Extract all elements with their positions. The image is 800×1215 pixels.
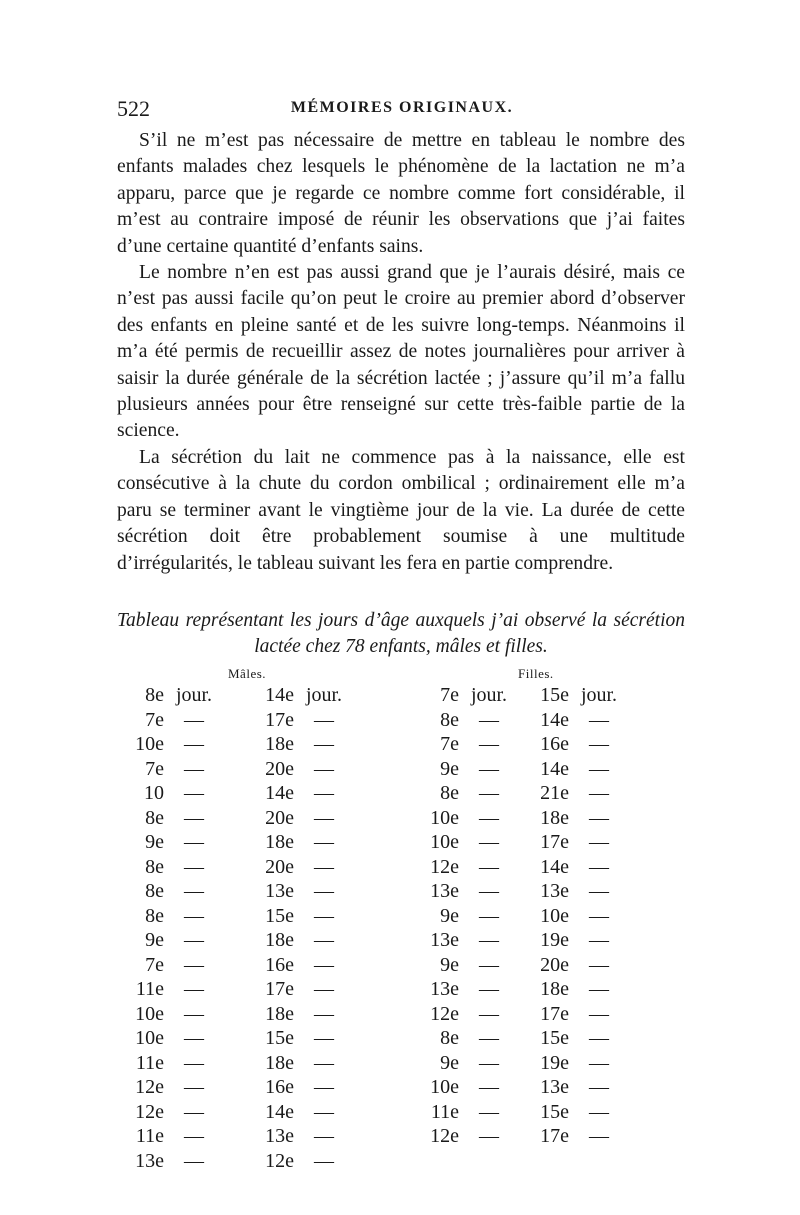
female-column-1-cell xyxy=(415,733,511,756)
day-unit: — xyxy=(184,1027,204,1049)
day-value: 18e xyxy=(265,1002,294,1025)
table-row xyxy=(0,1027,800,1052)
day-value: 19e xyxy=(540,929,569,951)
day-unit: — xyxy=(314,953,334,976)
female-column-2-cell xyxy=(525,978,621,1001)
female-column-2-cell xyxy=(525,1076,621,1099)
day-value: 10e xyxy=(135,1002,164,1025)
table-row xyxy=(0,856,800,881)
day-unit: — xyxy=(589,782,609,804)
day-value: 17e xyxy=(265,978,294,1000)
table-row xyxy=(0,807,800,832)
day-unit: — xyxy=(479,806,499,829)
day-unit: — xyxy=(314,880,334,902)
day-value: 14e xyxy=(265,1100,294,1123)
day-value: 17e xyxy=(540,831,569,853)
female-column-2-cell xyxy=(525,807,621,830)
day-value: 16e xyxy=(540,733,569,755)
male-column-1-cell xyxy=(120,807,216,830)
day-value: 12e xyxy=(430,1002,459,1025)
female-column-2-cell xyxy=(525,954,621,977)
male-column-1-cell xyxy=(120,905,216,928)
male-column-1-cell xyxy=(120,758,216,781)
day-value: 9e xyxy=(440,757,459,780)
day-unit: — xyxy=(479,1100,499,1123)
female-column-2-cell xyxy=(525,1125,621,1148)
day-unit: — xyxy=(479,880,499,902)
day-unit: jour. xyxy=(580,684,618,706)
day-unit: jour. xyxy=(305,684,343,706)
day-value: 9e xyxy=(440,904,459,927)
day-unit: — xyxy=(314,929,334,951)
day-value: 17e xyxy=(265,708,294,731)
day-value: 18e xyxy=(540,978,569,1000)
day-value: 8e xyxy=(145,855,164,878)
page-header xyxy=(117,96,687,124)
day-value: 13e xyxy=(540,880,569,902)
day-value: 10e xyxy=(430,806,459,829)
female-column-2-cell xyxy=(525,709,621,732)
day-value: 18e xyxy=(540,806,569,829)
day-value: 8e xyxy=(145,806,164,829)
table-row xyxy=(0,758,800,783)
day-unit: jour. xyxy=(470,684,508,706)
male-column-2-cell xyxy=(250,1101,346,1124)
day-value: 12e xyxy=(430,1125,459,1147)
male-column-2-cell xyxy=(250,1003,346,1026)
day-unit: — xyxy=(314,733,334,755)
day-unit: — xyxy=(589,978,609,1000)
day-value: 10e xyxy=(540,904,569,927)
day-unit: — xyxy=(314,1100,334,1123)
day-unit: — xyxy=(589,708,609,731)
paragraph: S’il ne m’est pas nécessaire de mettre en tableau le nombre des enfants malades chez lesquels le phénomène de la lactation ne m’a apparu, parce que je regarde ce nombre comme fort considérable, il m’est au contraire imposé de réunir les observations que j’ai faites d’une certaine quantité d’enfants sains. xyxy=(117,130,685,257)
paragraph: Le nombre n’en est pas aussi grand que je l’aurais désiré, mais ce n’est pas aussi facile qu’on peut le croire au premier abord d’observer des enfants en pleine santé et de les suivre long-temps. Néanmoins il m’a été permis de recueillir assez de notes journalières pour arriver à saisir la durée générale de la sécrétion lactée ; j’assure qu’il m’a fallu plusieurs années pour être renseigné sur cette très-faible partie de la science. xyxy=(117,262,685,442)
female-column-2-cell xyxy=(525,880,621,903)
day-unit: — xyxy=(479,1002,499,1025)
day-unit: — xyxy=(184,1002,204,1025)
day-value: 13e xyxy=(430,978,459,1000)
day-unit: — xyxy=(184,1100,204,1123)
day-unit: — xyxy=(184,1051,204,1074)
female-column-2-cell xyxy=(525,758,621,781)
body-text xyxy=(117,128,685,577)
day-value: 7e xyxy=(440,684,459,706)
day-value: 9e xyxy=(440,1051,459,1074)
female-column-1-cell xyxy=(415,684,511,707)
day-unit: — xyxy=(589,1076,609,1098)
female-column-2-cell xyxy=(525,1101,621,1124)
day-value: 19e xyxy=(540,1051,569,1074)
day-value: 12e xyxy=(430,855,459,878)
male-column-1-cell xyxy=(120,1027,216,1050)
day-value: 16e xyxy=(265,953,294,976)
day-unit: — xyxy=(184,733,204,755)
day-value: 13e xyxy=(430,929,459,951)
day-value: 7e xyxy=(440,733,459,755)
day-unit: — xyxy=(314,1027,334,1049)
day-value: 10 xyxy=(144,782,164,804)
males-column-header: Mâles. xyxy=(228,666,267,681)
female-column-2-cell xyxy=(525,733,621,756)
table-row xyxy=(0,782,800,807)
female-column-2-cell xyxy=(525,929,621,952)
day-value: 15e xyxy=(265,1027,294,1049)
day-unit: — xyxy=(589,1051,609,1074)
male-column-1-cell xyxy=(120,1125,216,1148)
male-column-1-cell xyxy=(120,831,216,854)
females-column-header: Filles. xyxy=(518,666,554,681)
day-unit: — xyxy=(589,1002,609,1025)
day-value: 9e xyxy=(145,929,164,951)
day-unit: — xyxy=(479,733,499,755)
female-column-1-cell xyxy=(415,1101,511,1124)
day-value: 14e xyxy=(265,782,294,804)
female-column-2-cell xyxy=(525,684,621,707)
table-row xyxy=(0,1003,800,1028)
day-unit: — xyxy=(184,708,204,731)
day-value: 7e xyxy=(145,708,164,731)
male-column-1-cell xyxy=(120,684,216,707)
day-unit: — xyxy=(589,929,609,951)
day-value: 14e xyxy=(540,708,569,731)
day-unit: — xyxy=(184,978,204,1000)
day-unit: — xyxy=(589,806,609,829)
day-value: 7e xyxy=(145,953,164,976)
day-unit: — xyxy=(314,831,334,853)
day-unit: — xyxy=(184,806,204,829)
day-value: 14e xyxy=(265,684,294,706)
table-row xyxy=(0,929,800,954)
day-value: 15e xyxy=(540,1027,569,1049)
day-value: 11e xyxy=(135,1125,164,1147)
day-value: 15e xyxy=(265,904,294,927)
page-number: 522 xyxy=(117,96,150,121)
day-value: 7e xyxy=(145,757,164,780)
day-value: 21e xyxy=(540,782,569,804)
day-unit: — xyxy=(589,733,609,755)
day-value: 16e xyxy=(265,1076,294,1098)
day-value: 15e xyxy=(540,684,569,706)
female-column-1-cell xyxy=(415,1076,511,1099)
male-column-1-cell xyxy=(120,733,216,756)
day-value: 12e xyxy=(265,1149,294,1172)
male-column-2-cell xyxy=(250,758,346,781)
female-column-2-cell xyxy=(525,905,621,928)
day-unit: — xyxy=(589,880,609,902)
day-unit: — xyxy=(479,1125,499,1147)
female-column-1-cell xyxy=(415,856,511,879)
day-unit: — xyxy=(479,855,499,878)
day-value: 15e xyxy=(540,1100,569,1123)
day-unit: — xyxy=(314,904,334,927)
male-column-2-cell xyxy=(250,1076,346,1099)
day-value: 10e xyxy=(135,733,164,755)
day-unit: — xyxy=(314,1002,334,1025)
day-unit: — xyxy=(589,855,609,878)
male-column-2-cell xyxy=(250,978,346,1001)
male-column-2-cell xyxy=(250,733,346,756)
female-column-1-cell xyxy=(415,807,511,830)
day-value: 11e xyxy=(135,1051,164,1074)
day-unit: — xyxy=(184,904,204,927)
female-column-1-cell xyxy=(415,782,511,805)
male-column-1-cell xyxy=(120,856,216,879)
male-column-2-cell xyxy=(250,1027,346,1050)
day-value: 13e xyxy=(265,880,294,902)
table-row xyxy=(0,1125,800,1150)
day-value: 18e xyxy=(265,929,294,951)
table-row xyxy=(0,905,800,930)
day-value: 18e xyxy=(265,1051,294,1074)
male-column-1-cell xyxy=(120,1052,216,1075)
day-unit: — xyxy=(589,831,609,853)
day-unit: — xyxy=(479,782,499,804)
day-unit: — xyxy=(479,1027,499,1049)
day-unit: — xyxy=(479,978,499,1000)
day-unit: — xyxy=(314,978,334,1000)
male-column-1-cell xyxy=(120,954,216,977)
male-column-1-cell xyxy=(120,880,216,903)
day-value: 18e xyxy=(265,831,294,853)
day-unit: — xyxy=(479,708,499,731)
table-caption: Tableau représentant les jours d’âge auxquels j’ai observé la sécrétion lactée chez 78 enfants, mâles et filles. xyxy=(117,610,685,657)
male-column-1-cell xyxy=(120,978,216,1001)
day-value: 10e xyxy=(430,1076,459,1098)
days-table xyxy=(0,684,800,1174)
male-column-1-cell xyxy=(120,1076,216,1099)
day-unit: — xyxy=(589,953,609,976)
day-unit: — xyxy=(479,757,499,780)
day-unit: — xyxy=(314,1149,334,1172)
day-unit: — xyxy=(479,929,499,951)
paragraph: La sécrétion du lait ne commence pas à la naissance, elle est consécutive à la chute du cordon ombilical ; ordinairement elle m’a paru se terminer avant le vingtième jour de la vie. La durée de cette sécrétion doit être probablement soumise à une multitude d’irrégularités, le tableau suivant les fera en partie comprendre. xyxy=(117,446,685,574)
day-unit: — xyxy=(589,1125,609,1147)
female-column-1-cell xyxy=(415,1052,511,1075)
day-value: 9e xyxy=(145,831,164,853)
female-column-1-cell xyxy=(415,758,511,781)
table-row xyxy=(0,1150,800,1175)
male-column-2-cell xyxy=(250,880,346,903)
day-value: 12e xyxy=(135,1100,164,1123)
table-row xyxy=(0,684,800,709)
day-unit: — xyxy=(479,953,499,976)
male-column-2-cell xyxy=(250,807,346,830)
day-unit: — xyxy=(589,757,609,780)
female-column-2-cell xyxy=(525,1003,621,1026)
day-unit: jour. xyxy=(175,684,213,706)
day-value: 8e xyxy=(145,880,164,902)
day-value: 8e xyxy=(440,708,459,731)
female-column-1-cell xyxy=(415,978,511,1001)
day-value: 20e xyxy=(265,806,294,829)
day-unit: — xyxy=(184,929,204,951)
day-value: 12e xyxy=(135,1076,164,1098)
day-unit: — xyxy=(589,904,609,927)
male-column-2-cell xyxy=(250,856,346,879)
male-column-2-cell xyxy=(250,1052,346,1075)
male-column-1-cell xyxy=(120,782,216,805)
table-row xyxy=(0,709,800,734)
male-column-2-cell xyxy=(250,929,346,952)
female-column-2-cell xyxy=(525,782,621,805)
day-unit: — xyxy=(184,880,204,902)
day-value: 18e xyxy=(265,733,294,755)
day-value: 10e xyxy=(430,831,459,853)
day-value: 14e xyxy=(540,855,569,878)
day-unit: — xyxy=(479,831,499,853)
female-column-1-cell xyxy=(415,831,511,854)
day-value: 9e xyxy=(440,953,459,976)
male-column-2-cell xyxy=(250,1150,346,1173)
table-row xyxy=(0,831,800,856)
day-value: 8e xyxy=(440,782,459,804)
table-row xyxy=(0,1076,800,1101)
male-column-2-cell xyxy=(250,684,346,707)
day-value: 17e xyxy=(540,1002,569,1025)
day-value: 20e xyxy=(265,855,294,878)
day-value: 13e xyxy=(265,1125,294,1147)
day-unit: — xyxy=(314,855,334,878)
day-unit: — xyxy=(479,1051,499,1074)
day-value: 20e xyxy=(265,757,294,780)
day-unit: — xyxy=(314,806,334,829)
day-unit: — xyxy=(184,855,204,878)
day-value: 20e xyxy=(540,953,569,976)
female-column-2-cell xyxy=(525,831,621,854)
table-row xyxy=(0,1101,800,1126)
male-column-2-cell xyxy=(250,782,346,805)
female-column-2-cell xyxy=(525,856,621,879)
female-column-1-cell xyxy=(415,709,511,732)
male-column-2-cell xyxy=(250,831,346,854)
day-unit: — xyxy=(184,757,204,780)
male-column-2-cell xyxy=(250,709,346,732)
male-column-1-cell xyxy=(120,1101,216,1124)
day-unit: — xyxy=(589,1100,609,1123)
table-row xyxy=(0,733,800,758)
day-unit: — xyxy=(184,1076,204,1098)
day-value: 8e xyxy=(145,684,164,706)
female-column-1-cell xyxy=(415,1003,511,1026)
table-row xyxy=(0,978,800,1003)
female-column-2-cell xyxy=(525,1052,621,1075)
female-column-1-cell xyxy=(415,929,511,952)
day-unit: — xyxy=(184,831,204,853)
female-column-2-cell xyxy=(525,1027,621,1050)
table-row xyxy=(0,1052,800,1077)
female-column-1-cell xyxy=(415,1027,511,1050)
day-value: 8e xyxy=(145,904,164,927)
day-value: 8e xyxy=(440,1027,459,1049)
female-column-1-cell xyxy=(415,905,511,928)
day-value: 17e xyxy=(540,1125,569,1147)
day-value: 13e xyxy=(540,1076,569,1098)
table-row xyxy=(0,880,800,905)
day-value: 11e xyxy=(430,1100,459,1123)
day-unit: — xyxy=(184,1125,204,1147)
day-unit: — xyxy=(314,708,334,731)
running-title: MÉMOIRES ORIGINAUX. xyxy=(290,99,514,116)
male-column-1-cell xyxy=(120,929,216,952)
male-column-1-cell xyxy=(120,709,216,732)
day-value: 10e xyxy=(135,1027,164,1049)
day-unit: — xyxy=(184,782,204,804)
day-unit: — xyxy=(314,757,334,780)
male-column-1-cell xyxy=(120,1150,216,1173)
day-value: 13e xyxy=(430,880,459,902)
male-column-2-cell xyxy=(250,954,346,977)
day-unit: — xyxy=(314,1051,334,1074)
day-unit: — xyxy=(589,1027,609,1049)
day-unit: — xyxy=(479,1076,499,1098)
day-unit: — xyxy=(314,1125,334,1147)
male-column-2-cell xyxy=(250,1125,346,1148)
day-unit: — xyxy=(184,953,204,976)
female-column-1-cell xyxy=(415,880,511,903)
day-unit: — xyxy=(314,1076,334,1098)
day-unit: — xyxy=(314,782,334,804)
day-value: 13e xyxy=(135,1149,164,1172)
male-column-1-cell xyxy=(120,1003,216,1026)
day-unit: — xyxy=(479,904,499,927)
day-value: 14e xyxy=(540,757,569,780)
day-unit: — xyxy=(184,1149,204,1172)
day-value: 11e xyxy=(135,978,164,1000)
female-column-1-cell xyxy=(415,954,511,977)
female-column-1-cell xyxy=(415,1125,511,1148)
table-row xyxy=(0,954,800,979)
male-column-2-cell xyxy=(250,905,346,928)
